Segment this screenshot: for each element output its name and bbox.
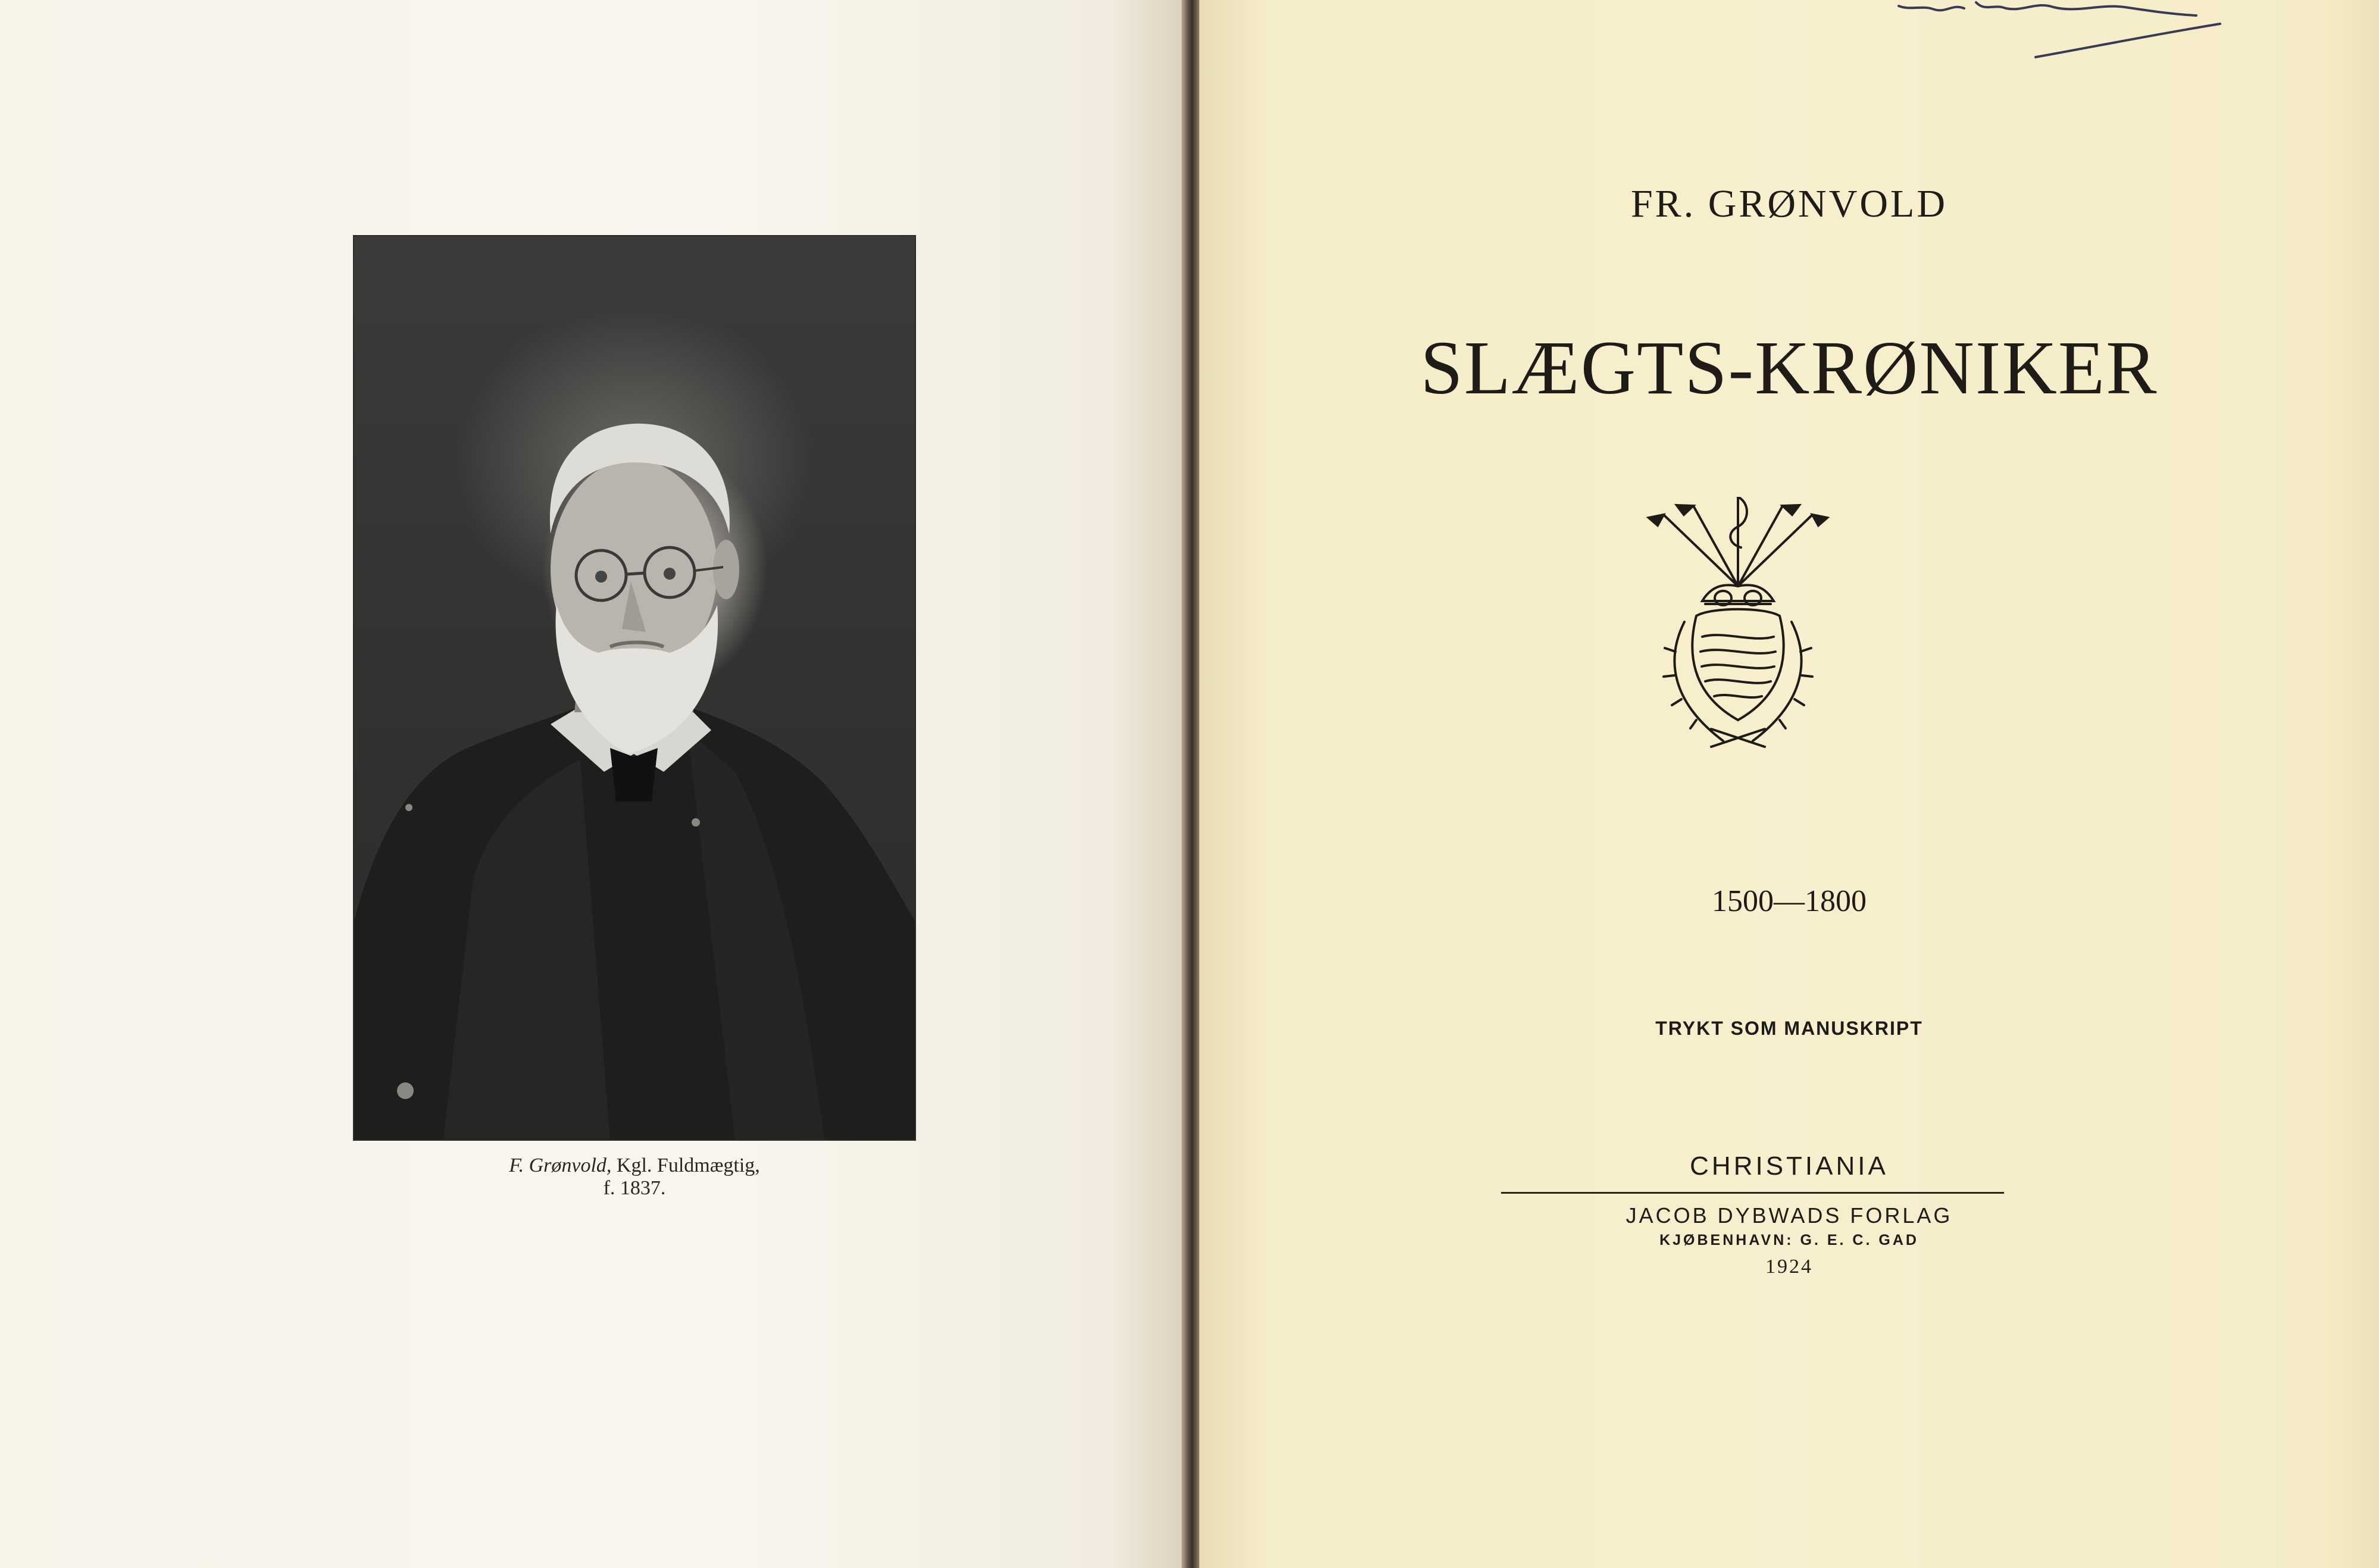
crowned-coat-of-arms-icon [1640,497,1836,783]
caption-name: F. Grønvold, [509,1154,612,1176]
copenhagen-distributor: KJØBENHAVN: G. E. C. GAD [1659,1232,1919,1248]
portrait-caption [354,1154,915,1200]
year-range: 1500—1800 [1712,884,1867,918]
caption-title: Kgl. Fuldmægtig, [611,1154,760,1176]
book-title: SLÆGTS-KRØNIKER [1420,326,2158,410]
publication-year: 1924 [1765,1256,1813,1278]
author-portrait-photo [354,236,915,1140]
publication-city: CHRISTIANIA [1690,1151,1889,1181]
printed-as-manuscript: TRYKT SOM MANUSKRIPT [1655,1018,1923,1039]
divider-rule [1501,1192,2004,1194]
portrait-drawing [354,236,915,1140]
handwritten-signature [1887,0,2315,65]
caption-born: f. 1837. [603,1177,666,1199]
right-page [1199,0,2379,1568]
publisher-name: JACOB DYBWADS FORLAG [1625,1203,1953,1228]
book-gutter [1181,0,1199,1568]
author-name: FR. GRØNVOLD [1630,182,1948,226]
